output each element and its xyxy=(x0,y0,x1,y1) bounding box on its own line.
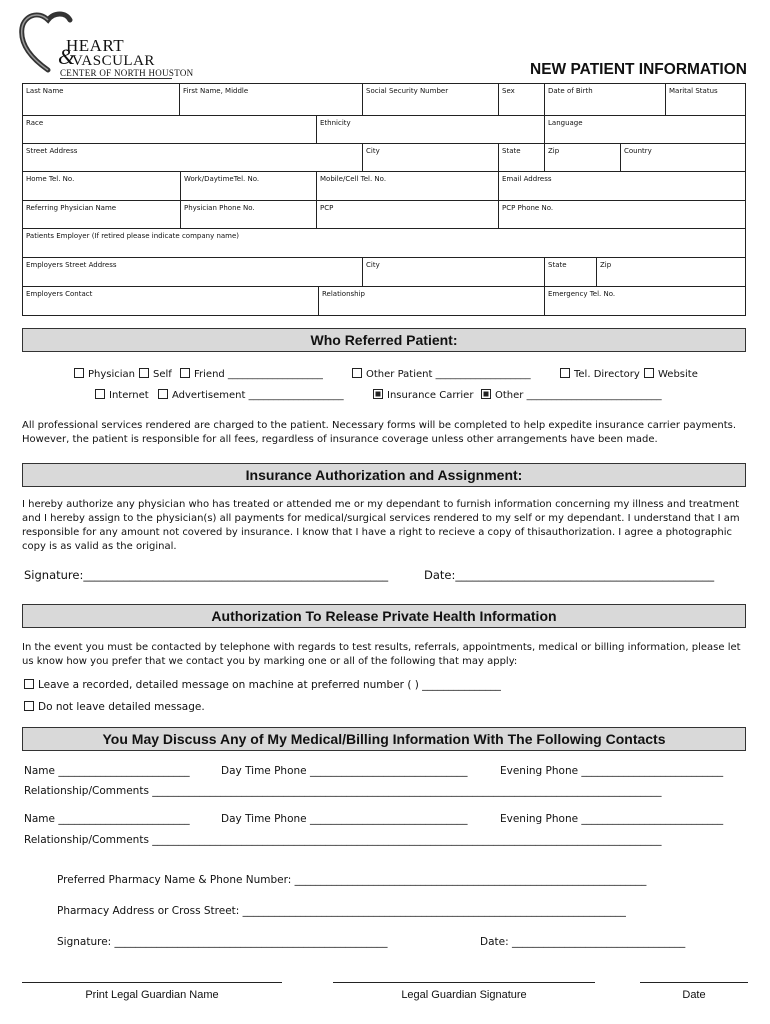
grid-row-7 xyxy=(23,258,745,287)
checkbox-checked-icon[interactable] xyxy=(373,389,383,399)
logo-ampersand: & xyxy=(58,44,76,69)
insurance-date-line[interactable]: Date:_____________________________________________ xyxy=(424,568,715,582)
pharmacy-date-line[interactable]: Date: _________________________________ xyxy=(480,936,686,948)
contact2-relationship-line[interactable]: Relationship/Comments _________________________________________________________________________________________________ xyxy=(24,834,662,846)
opt-advertisement[interactable]: Advertisement ___________________ xyxy=(158,389,344,401)
field-city[interactable]: City xyxy=(363,144,499,171)
contact1-day-phone-line[interactable]: Day Time Phone ______________________________ xyxy=(221,765,468,777)
checkbox-icon[interactable] xyxy=(24,679,34,689)
grid-row-4 xyxy=(23,172,745,201)
opt-friend[interactable]: Friend ___________________ xyxy=(180,368,323,380)
field-email[interactable]: Email Address xyxy=(502,175,552,183)
opt-internet[interactable]: Internet xyxy=(95,389,149,401)
checkbox-icon[interactable] xyxy=(74,368,84,378)
field-state[interactable]: State xyxy=(499,144,545,171)
field-ethnicity[interactable]: Ethnicity xyxy=(317,116,545,143)
field-pcp-phone[interactable]: PCP Phone No. xyxy=(502,204,554,212)
logo-vascular-text: VASCULAR xyxy=(72,53,155,69)
field-zip[interactable]: Zip xyxy=(545,144,621,171)
field-employer-street[interactable]: Employers Street Address xyxy=(23,258,363,286)
field-referring-physician[interactable]: Referring Physician Name xyxy=(23,201,181,228)
opt-no-message[interactable]: Do not leave detailed message. xyxy=(24,701,205,713)
opt-other[interactable]: Other ___________________________ xyxy=(481,389,662,401)
contacts-heading: You May Discuss Any of My Medical/Billing Information With The Following Contacts xyxy=(22,727,746,751)
guardian-name-line[interactable] xyxy=(22,982,282,983)
patient-info-grid xyxy=(22,83,746,316)
checkbox-checked-icon[interactable] xyxy=(481,389,491,399)
field-street-address[interactable]: Street Address xyxy=(23,144,363,171)
field-work-tel[interactable]: Work/DaytimeTel. No. xyxy=(181,172,317,200)
grid-row-6 xyxy=(23,229,745,258)
checkbox-icon[interactable] xyxy=(95,389,105,399)
checkbox-icon[interactable] xyxy=(24,701,34,711)
field-employer-city[interactable]: City xyxy=(363,258,545,286)
opt-other-patient[interactable]: Other Patient ___________________ xyxy=(352,368,531,380)
field-patients-employer[interactable]: Patients Employer (If retired please indicate company name) xyxy=(26,232,240,240)
insurance-heading: Insurance Authorization and Assignment: xyxy=(22,463,746,487)
field-emergency-tel[interactable]: Emergency Tel. No. xyxy=(548,290,616,298)
field-employer-zip[interactable]: Zip xyxy=(600,261,612,269)
field-pcp[interactable]: PCP xyxy=(317,201,499,228)
contact2-evening-phone-line[interactable]: Evening Phone ___________________________ xyxy=(500,813,724,825)
field-last-name[interactable]: Last Name xyxy=(23,84,180,115)
checkbox-icon[interactable] xyxy=(139,368,149,378)
guardian-date-line[interactable] xyxy=(640,982,748,983)
field-race[interactable]: Race xyxy=(23,116,317,143)
release-paragraph: In the event you must be contacted by telephone with regards to test results, referrals, appointments, medical or billing information, please let us know how you prefer that we contact you by marking one or all of the following that may apply: xyxy=(22,642,741,667)
field-employer-contact[interactable]: Employers Contact xyxy=(23,287,319,315)
field-employer-state[interactable]: State xyxy=(545,258,597,286)
field-ssn[interactable]: Social Security Number xyxy=(363,84,499,115)
opt-website[interactable]: Website xyxy=(644,368,698,380)
contact2-day-phone-line[interactable]: Day Time Phone ______________________________ xyxy=(221,813,468,825)
logo-heart-text: HEART xyxy=(66,36,125,55)
guardian-signature-label: Legal Guardian Signature xyxy=(401,989,527,1001)
insurance-signature-line[interactable]: Signature:_____________________________________________________ xyxy=(24,568,389,582)
pharmacy-signature-line[interactable]: Signature: ____________________________________________________ xyxy=(57,936,388,948)
charges-paragraph: All professional services rendered are charged to the patient. Necessary forms will be completed to help expedite insurance carrier payments. However, the patient is responsible for all fees, regardless of insurance coverage unless other arrangements have been made. xyxy=(22,420,737,445)
pharmacy-address-line[interactable]: Pharmacy Address or Cross Street: _________________________________________________________________________ xyxy=(57,905,626,917)
field-home-tel[interactable]: Home Tel. No. xyxy=(23,172,181,200)
checkbox-icon[interactable] xyxy=(644,368,654,378)
release-heading: Authorization To Release Private Health Information xyxy=(22,604,746,628)
contact1-relationship-line[interactable]: Relationship/Comments _________________________________________________________________________________________________ xyxy=(24,785,662,797)
contact1-evening-phone-line[interactable]: Evening Phone ___________________________ xyxy=(500,765,724,777)
field-physician-phone[interactable]: Physician Phone No. xyxy=(181,201,317,228)
checkbox-icon[interactable] xyxy=(560,368,570,378)
checkbox-icon[interactable] xyxy=(180,368,190,378)
opt-self[interactable]: Self xyxy=(139,368,172,380)
guardian-name-label: Print Legal Guardian Name xyxy=(85,989,219,1001)
logo-subtitle: CENTER OF NORTH HOUSTON xyxy=(60,68,194,78)
grid-row-3 xyxy=(23,144,745,172)
opt-tel-directory[interactable]: Tel. Directory xyxy=(560,368,640,380)
insurance-paragraph: I hereby authorize any physician who has treated or attended me or my dependant to furnish information concerning my illness and treatment and I hereby assign to the physician(s) all payments for medical/surgical services rendered to my self or my dependant. I understand that I am responsible for any amount not covered by insurance. I know that I have a right to recieve a copy of thisauthorization. I agree a photographic copy is as valid as the original. xyxy=(22,499,740,552)
form-title: NEW PATIENT INFORMATION xyxy=(530,61,747,78)
grid-row-8 xyxy=(23,287,745,315)
field-sex[interactable]: Sex xyxy=(499,84,545,115)
contact1-name-line[interactable]: Name _________________________ xyxy=(24,765,190,777)
pharmacy-name-phone-line[interactable]: Preferred Pharmacy Name & Phone Number: ___________________________________________________________________ xyxy=(57,874,647,886)
logo-underline xyxy=(60,78,172,79)
guardian-signature-line[interactable] xyxy=(333,982,595,983)
checkbox-icon[interactable] xyxy=(158,389,168,399)
field-dob[interactable]: Date of Birth xyxy=(545,84,666,115)
field-mobile-tel[interactable]: Mobile/Cell Tel. No. xyxy=(317,172,499,200)
opt-insurance-carrier[interactable]: Insurance Carrier xyxy=(373,389,473,401)
grid-row-1 xyxy=(23,84,745,116)
grid-row-2 xyxy=(23,116,745,144)
field-relationship[interactable]: Relationship xyxy=(319,287,545,315)
referral-heading: Who Referred Patient: xyxy=(22,328,746,352)
guardian-date-label: Date xyxy=(682,989,706,1001)
field-country[interactable]: Country xyxy=(624,147,652,155)
grid-row-5 xyxy=(23,201,745,229)
contact2-name-line[interactable]: Name _________________________ xyxy=(24,813,190,825)
field-marital-status[interactable]: Marital Status xyxy=(669,87,718,95)
checkbox-icon[interactable] xyxy=(352,368,362,378)
opt-leave-message[interactable]: Leave a recorded, detailed message on machine at preferred number ( ) _______________ xyxy=(24,679,501,691)
field-first-name[interactable]: First Name, Middle xyxy=(180,84,363,115)
opt-physician[interactable]: Physician xyxy=(74,368,135,380)
field-language[interactable]: Language xyxy=(548,119,583,127)
